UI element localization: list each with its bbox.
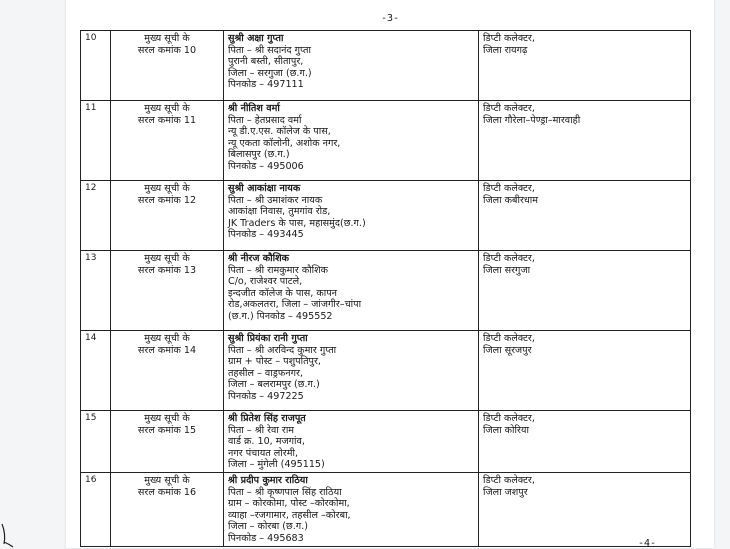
page-number-bottom: -4-: [637, 538, 656, 549]
address-line: पिनकोड – 497111: [228, 79, 304, 91]
serial-number: 11: [81, 101, 111, 181]
table-row: [81, 331, 691, 411]
address-line: जिला – सरगुजा (छ.ग.): [228, 67, 312, 79]
address-line: ग्राम – कोरकोमा, पोस्ट –कोरकोमा,: [228, 498, 350, 510]
main-list-reference: मुख्य सूची के सरल कमांक 11: [111, 101, 224, 181]
address-line: ग्राम + पोस्ट – पशुपतिपुर,: [228, 356, 321, 368]
main-list-reference: मुख्य सूची के सरल कमांक 16: [111, 472, 224, 546]
posting-details: [479, 101, 691, 181]
candidate-details: [224, 181, 479, 251]
page-number-top: -3-: [380, 13, 400, 24]
posting-details: [479, 31, 691, 101]
posting-line: जिला जशपुर: [483, 486, 528, 498]
address-line: तहसील – वाड्रफनगर,: [228, 367, 303, 379]
table-row: [81, 411, 691, 473]
posting-line: डिप्टी कलेक्टर,: [483, 103, 535, 114]
serial-number: 14: [81, 331, 111, 411]
address-line: पिता – श्री रामकुमार कौशिक: [228, 264, 329, 276]
candidate-details: [224, 101, 479, 181]
posting-line: डिप्टी कलेक्टर,: [483, 413, 535, 424]
posting-details: [479, 411, 691, 473]
address-line: इन्दजीत कॉलेज के पास, कापन: [228, 287, 337, 299]
address-line: जिला – मुंगेली (495115): [228, 459, 325, 471]
posting-details: [479, 251, 691, 331]
posting-details: [479, 331, 691, 411]
address-line: पिनकोड – 497225: [228, 390, 304, 402]
main-list-reference: मुख्य सूची के सरल कमांक 13: [111, 251, 224, 331]
candidate-name: सुश्री प्रियंका रानी गुप्ता: [228, 333, 308, 344]
candidate-details: [224, 331, 479, 411]
posting-line: डिप्टी कलेक्टर,: [483, 183, 535, 194]
candidate-name: सुश्री आकांक्षा नायक: [228, 183, 301, 194]
table-row: [81, 472, 691, 546]
address-line: JK Traders के पास, महासमुंद(छ.ग.): [228, 217, 366, 229]
address-line: जिला – कोरबा (छ.ग.): [228, 521, 308, 533]
address-line: पिता – श्री कृष्णपाल सिंह राठिया: [228, 486, 342, 498]
posting-line: जिला सूरजपुर: [483, 344, 532, 356]
address-line: पिनकोड – 495006: [228, 160, 304, 172]
serial-number: 10: [81, 31, 111, 101]
address-line: नगर पंचायत लोरमी,: [228, 447, 298, 459]
table-row: [81, 251, 691, 331]
serial-number: 13: [81, 251, 111, 331]
address-line: जिला – बलरामपुर (छ.ग.): [228, 379, 320, 391]
address-line: पिता – श्री रेवा राम: [228, 424, 295, 436]
candidate-name: श्री प्रितेश सिंह राजपूत: [228, 413, 306, 424]
candidate-name: श्री नीतिश वर्मा: [228, 103, 280, 114]
candidate-name: श्री प्रदीप कुमार राठिया: [228, 474, 308, 486]
address-line: बिलासपुर (छ.ग.): [228, 149, 290, 161]
table-row: [81, 181, 691, 251]
address-line: पिता – हेतप्रसाद वर्मा: [228, 114, 302, 126]
candidate-details: [224, 31, 479, 101]
serial-number: 15: [81, 411, 111, 473]
main-list-reference: मुख्य सूची के सरल कमांक 12: [111, 181, 224, 251]
posting-line: जिला सरगुजा: [483, 264, 531, 276]
address-line: रोड,अकलतरा, जिला – जांजगीर–चांपा: [228, 299, 362, 311]
serial-number: 16: [81, 472, 111, 546]
main-list-reference: मुख्य सूची के सरल कमांक 14: [111, 331, 224, 411]
address-line: पिनकोड – 495683: [228, 532, 304, 544]
serial-number: 12: [81, 181, 111, 251]
address-line: पिता – श्री अरविन्द कुमार गुप्ता: [228, 344, 337, 356]
address-line: पुरानी बस्ती, सीतापुर,: [228, 56, 304, 68]
address-line: (छ.ग.) पिनकोड – 495552: [228, 310, 333, 322]
candidate-details: [224, 251, 479, 331]
posting-line: जिला कोरिया: [483, 424, 529, 436]
posting-line: जिला रायगढ़: [483, 44, 528, 56]
address-line: पिता – श्री उमाशंकर नायक: [228, 194, 323, 206]
address-line: व्याहा –रजगामार, तहसील –कोरबा,: [228, 509, 351, 521]
candidate-details: [224, 411, 479, 473]
table-row: [81, 101, 691, 181]
document-page: [66, 0, 714, 548]
posting-details: [479, 181, 691, 251]
posting-details: [479, 472, 691, 546]
candidate-name: सुश्री अक्षा गुप्ता: [228, 33, 284, 44]
address-line: आकांक्षा निवास, तुमगांव रोड,: [228, 206, 331, 218]
address-line: C/o, राजेश्वर पाटले,: [228, 276, 303, 288]
address-line: पिता – श्री सदानंद गुप्ता: [228, 44, 311, 56]
address-line: पिनकोड – 493445: [228, 229, 304, 241]
address-line: न्यू एकता कॉलोनी, अशोक नगर,: [228, 137, 341, 149]
posting-line: डिप्टी कलेक्टर,: [483, 474, 535, 486]
candidate-name: श्री नीरज कौशिक: [228, 253, 290, 264]
posting-line: डिप्टी कलेक्टर,: [483, 333, 535, 344]
main-list-reference: मुख्य सूची के सरल कमांक 10: [111, 31, 224, 101]
address-line: न्यू डी.ए.एस. कॉलेज के पास,: [228, 126, 331, 138]
posting-line: जिला गौरेला–पेण्ड्रा–मारवाही: [483, 114, 581, 126]
pen-stroke-mark: [0, 520, 14, 548]
posting-line: जिला कबीरधाम: [483, 194, 539, 206]
posting-line: डिप्टी कलेक्टर,: [483, 253, 535, 264]
appointment-table: [80, 30, 691, 547]
posting-line: डिप्टी कलेक्टर,: [483, 33, 535, 44]
main-list-reference: मुख्य सूची के सरल कमांक 15: [111, 411, 224, 473]
candidate-details: [224, 472, 479, 546]
address-line: वार्ड क्र. 10, मजगांव,: [228, 436, 305, 448]
table-row: [81, 31, 691, 101]
